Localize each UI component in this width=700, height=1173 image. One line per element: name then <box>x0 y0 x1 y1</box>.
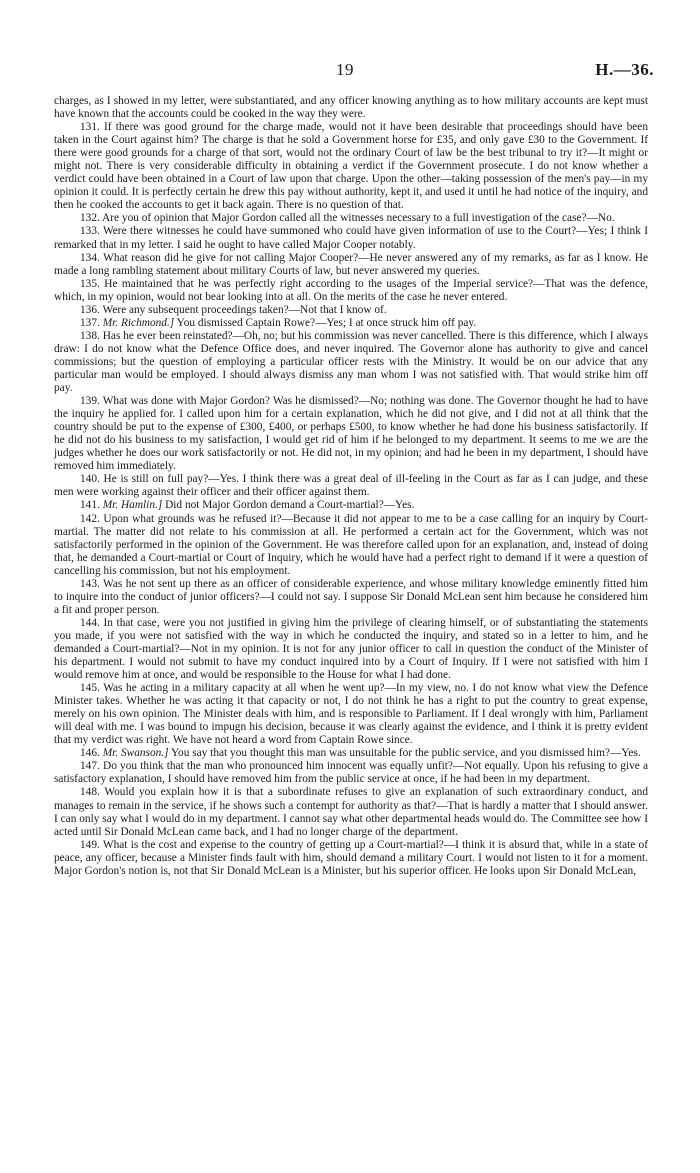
paragraph: 145. Was he acting in a military capacity at all when he went up?—In my view, no. I do not know what view the Defence Minister takes. Whether he was acting it that capacity or not, I do not think he has a right to put the country to great expense, merely on his own opinion. The Minister deals with him, and is responsible to Parliament. If I deal wrongly with him, Parliament will deal with me. I was bound to impugn his decision, because it was clearly against the evidence, and I think it is pretty evident that my verdict was right. We have not heard a word from Captain Rowe since. <box>54 682 648 747</box>
paragraph: 143. Was he not sent up there as an officer of considerable experience, and whose military knowledge eminently fitted him to inquire into the conduct of junior officers?—I could not say. I suppose Sir Donald McLean sent him because he considered him a fit and proper person. <box>54 577 648 616</box>
paragraph: 138. Has he ever been reinstated?—Oh, no; but his commission was never cancelled. There is this difference, which I always draw: I do not know what the Defence Office does, and never inquired. The Governor alone has authority to give and cancel commissions; but the question of employing a particular officer rests with the Ministry. It would be on our advice that any particular man would be employed. I should always dismiss any man whom I was not satisfied with. That would strike him off pay. <box>54 329 648 395</box>
paragraph: 147. Do you think that the man who pronounced him innocent was equally unfit?—Not equally. Upon his refusing to give a satisfactory explanation, I should have removed him from the public service at once, if he had been in my department. <box>54 760 648 786</box>
speaker-name: Mr. Richmond.] <box>102 316 175 329</box>
paragraph: 133. Were there witnesses he could have summoned who could have given information of use to the Court?—Yes; I think I remarked that in my letter. I said he ought to have called Major Cooper notably. <box>54 225 648 251</box>
paragraph: 149. What is the cost and expense to the country of getting up a Court-martial?—I think it is absurd that, while in a state of peace, any officer, because a Minister finds fault with him, should demand a military Court. I would not listen to it for a moment. Major Gordon's notion is, not that Sir Donald McLean is a Minister, but his superior officer. He looks upon Sir Donald McLean, <box>54 838 648 877</box>
paragraph: 136. Were any subsequent proceedings taken?—Not that I know of. <box>80 303 387 316</box>
paragraph: charges, as I showed in my letter, were substantiated, and any officer knowing anything as to how military accounts are kept must have known that the accounts could be cooked in the way they were. <box>54 95 648 121</box>
page-number: 19 <box>336 60 354 79</box>
paragraph: 144. In that case, were you not justified in giving him the privilege of clearing himself, or of substantiating the statements you made, if you were not satisfied with the way in which he conducted the inquiry, and stated so in a letter to him, and he demanded a Court-martial?—Not in my opinion. It is not for any junior officer to call in question the conduct of the Minister of his department. I would not submit to have my conduct inquired into by a Court of Inquiry. If I were not satisfied with him I would remove him at once, and would be responsible to the House for what I had done. <box>54 616 648 682</box>
paragraph: 140. He is still on full pay?—Yes. I think there was a great deal of ill-feeling in the Court as far as I can judge, and these men were working against their officer and their officer against them. <box>54 473 648 499</box>
paragraph: 135. He maintained that he was perfectly right according to the usages of the Imperial service?—That was the defence, which, in my opinion, would not bear looking into at all. On the merits of the case he never entered. <box>54 277 648 303</box>
paragraph: 132. Are you of opinion that Major Gordon called all the witnesses necessary to a full investigation of the case?—No. <box>80 212 615 225</box>
document-reference: H.—36. <box>595 60 654 79</box>
page-header <box>0 60 700 84</box>
speaker-name: Mr. Hamlin.] <box>102 499 163 512</box>
paragraph: 146. Mr. Swanson.] You say that you thought this man was unsuitable for the public service, and you dismissed him?—Yes. <box>80 747 641 760</box>
speaker-name: Mr. Swanson.] <box>102 747 169 760</box>
paragraph: 148. Would you explain how it is that a subordinate refuses to give an explanation of such extraordinary conduct, and manages to remain in the service, if he shows such a contempt for authority as that?—That is hardly a matter that I should answer. I can only say what I would do in my department. I cannot say what other departmental heads would do. The Committee see how I acted until Sir Donald McLean came back, and I had no longer charge of the department. <box>54 786 648 838</box>
body-text <box>54 95 648 878</box>
paragraph: 139. What was done with Major Gordon? Was he dismissed?—No; nothing was done. The Governor thought he had to have the inquiry he applied for. I called upon him for a certain explanation, which he did not give, and I did not at all think that the country should be put to the expense of £300, £400, or perhaps £500, to know whether he had done his business satisfactorily. If he did not do his business to my satisfaction, I would get rid of him if he belonged to my department. It seems to me we are the judges whether he does our work satisfactorily or not. He did not, in my opinion; and had he been in my department, I should have removed him immediately. <box>54 395 648 473</box>
paragraph: 142. Upon what grounds was he refused it?—Because it did not appear to me to be a case calling for an inquiry by Court-martial. The matter did not relate to his commission at all. He performed a certain act for the Government, which was not satisfactorily performed in the opinion of the Government. He was therefore called upon for an explanation, and, instead of doing that, he demanded a Court-martial or Court of Inquiry, which he would have had a perfect right to demand if it were a question of cancelling his commission, but not his employment. <box>54 512 648 577</box>
paragraph: 137. Mr. Richmond.] You dismissed Captain Rowe?—Yes; I at once struck him off pay. <box>80 316 477 329</box>
paragraph: 141. Mr. Hamlin.] Did not Major Gordon demand a Court-martial?—Yes. <box>80 499 415 512</box>
paragraph: 131. If there was good ground for the charge made, would not it have been desirable that proceedings should have been taken in the Court against him? The charge is that he sold a Government horse for £35, and only gave £30 to the Government. If there were good grounds for a charge of that sort, would not the ordinary Court of law be the best tribunal to try it?—It might or might not. There is very considerable difficulty in obtaining a verdict if the Government prosecute. I do not know whether a verdict could have been obtained in a Court of law upon that charge. Upon the other—taking possession of the men's pay—in my opinion it could. It is perfectly certain he drew this pay without authority, kept it, and used it until he had notice of the inquiry, and then he cooked the accounts to get it back again. There is no question of that. <box>54 121 648 212</box>
paragraph: 134. What reason did he give for not calling Major Cooper?—He never answered any of my remarks, as far as I know. He made a long rambling statement about military Courts of law, but never answered my queries. <box>54 251 648 277</box>
